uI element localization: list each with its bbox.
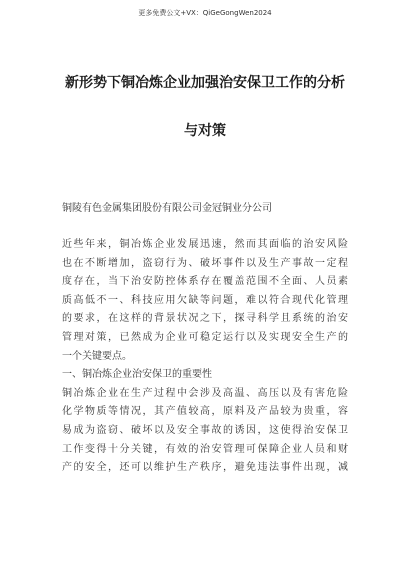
body-line: 一个关键要点。 <box>62 350 132 362</box>
body-line: 的要求，在这样的背景状况之下，探寻科学且系统的治安 <box>62 313 348 325</box>
body-line: 近些年来，铜冶炼企业发展迅速，然而其面临的治安风险 <box>62 239 348 250</box>
company-name: 铜陵有色金属集团股份有限公司金冠铜业分公司 <box>62 203 272 214</box>
body-line: 产的安全，还可以维护生产秩序，避免违法事件出现，减 <box>62 462 348 474</box>
body-line: 工作变得十分关键，有效的治安管理可保障企业人员和财 <box>62 443 348 455</box>
body-line: 度存在，当下治安防控体系存在覆盖范围不全面、人员素 <box>62 276 348 288</box>
document-title-line-1: 新形势下铜冶炼企业加强治安保卫工作的分析 <box>65 75 345 91</box>
body-line: 铜冶炼企业在生产过程中会涉及高温、高压以及有害危险 <box>62 387 348 399</box>
body-line: 质高低不一、科技应用欠缺等问题，难以符合现代化管理 <box>62 294 348 306</box>
body-line: 一、铜冶炼企业治安保卫的重要性 <box>62 369 212 381</box>
document-title-line-2: 与对策 <box>184 123 226 139</box>
body-line: 管理对策，已然成为企业可稳定运行以及实现安全生产的 <box>62 331 348 343</box>
body-line: 易成为盗窃、破坏以及安全事故的诱因，这使得治安保卫 <box>62 424 348 436</box>
header-note: 更多免费公文+VX：QiGeGongWen2024 <box>138 9 272 17</box>
body-line: 化学物质等情况，其产值较高，原料及产品较为贵重，容 <box>62 406 348 418</box>
body-text <box>62 236 348 478</box>
body-line: 也在不断增加，盗窃行为、破坏事件以及生产事故一定程 <box>62 257 348 269</box>
